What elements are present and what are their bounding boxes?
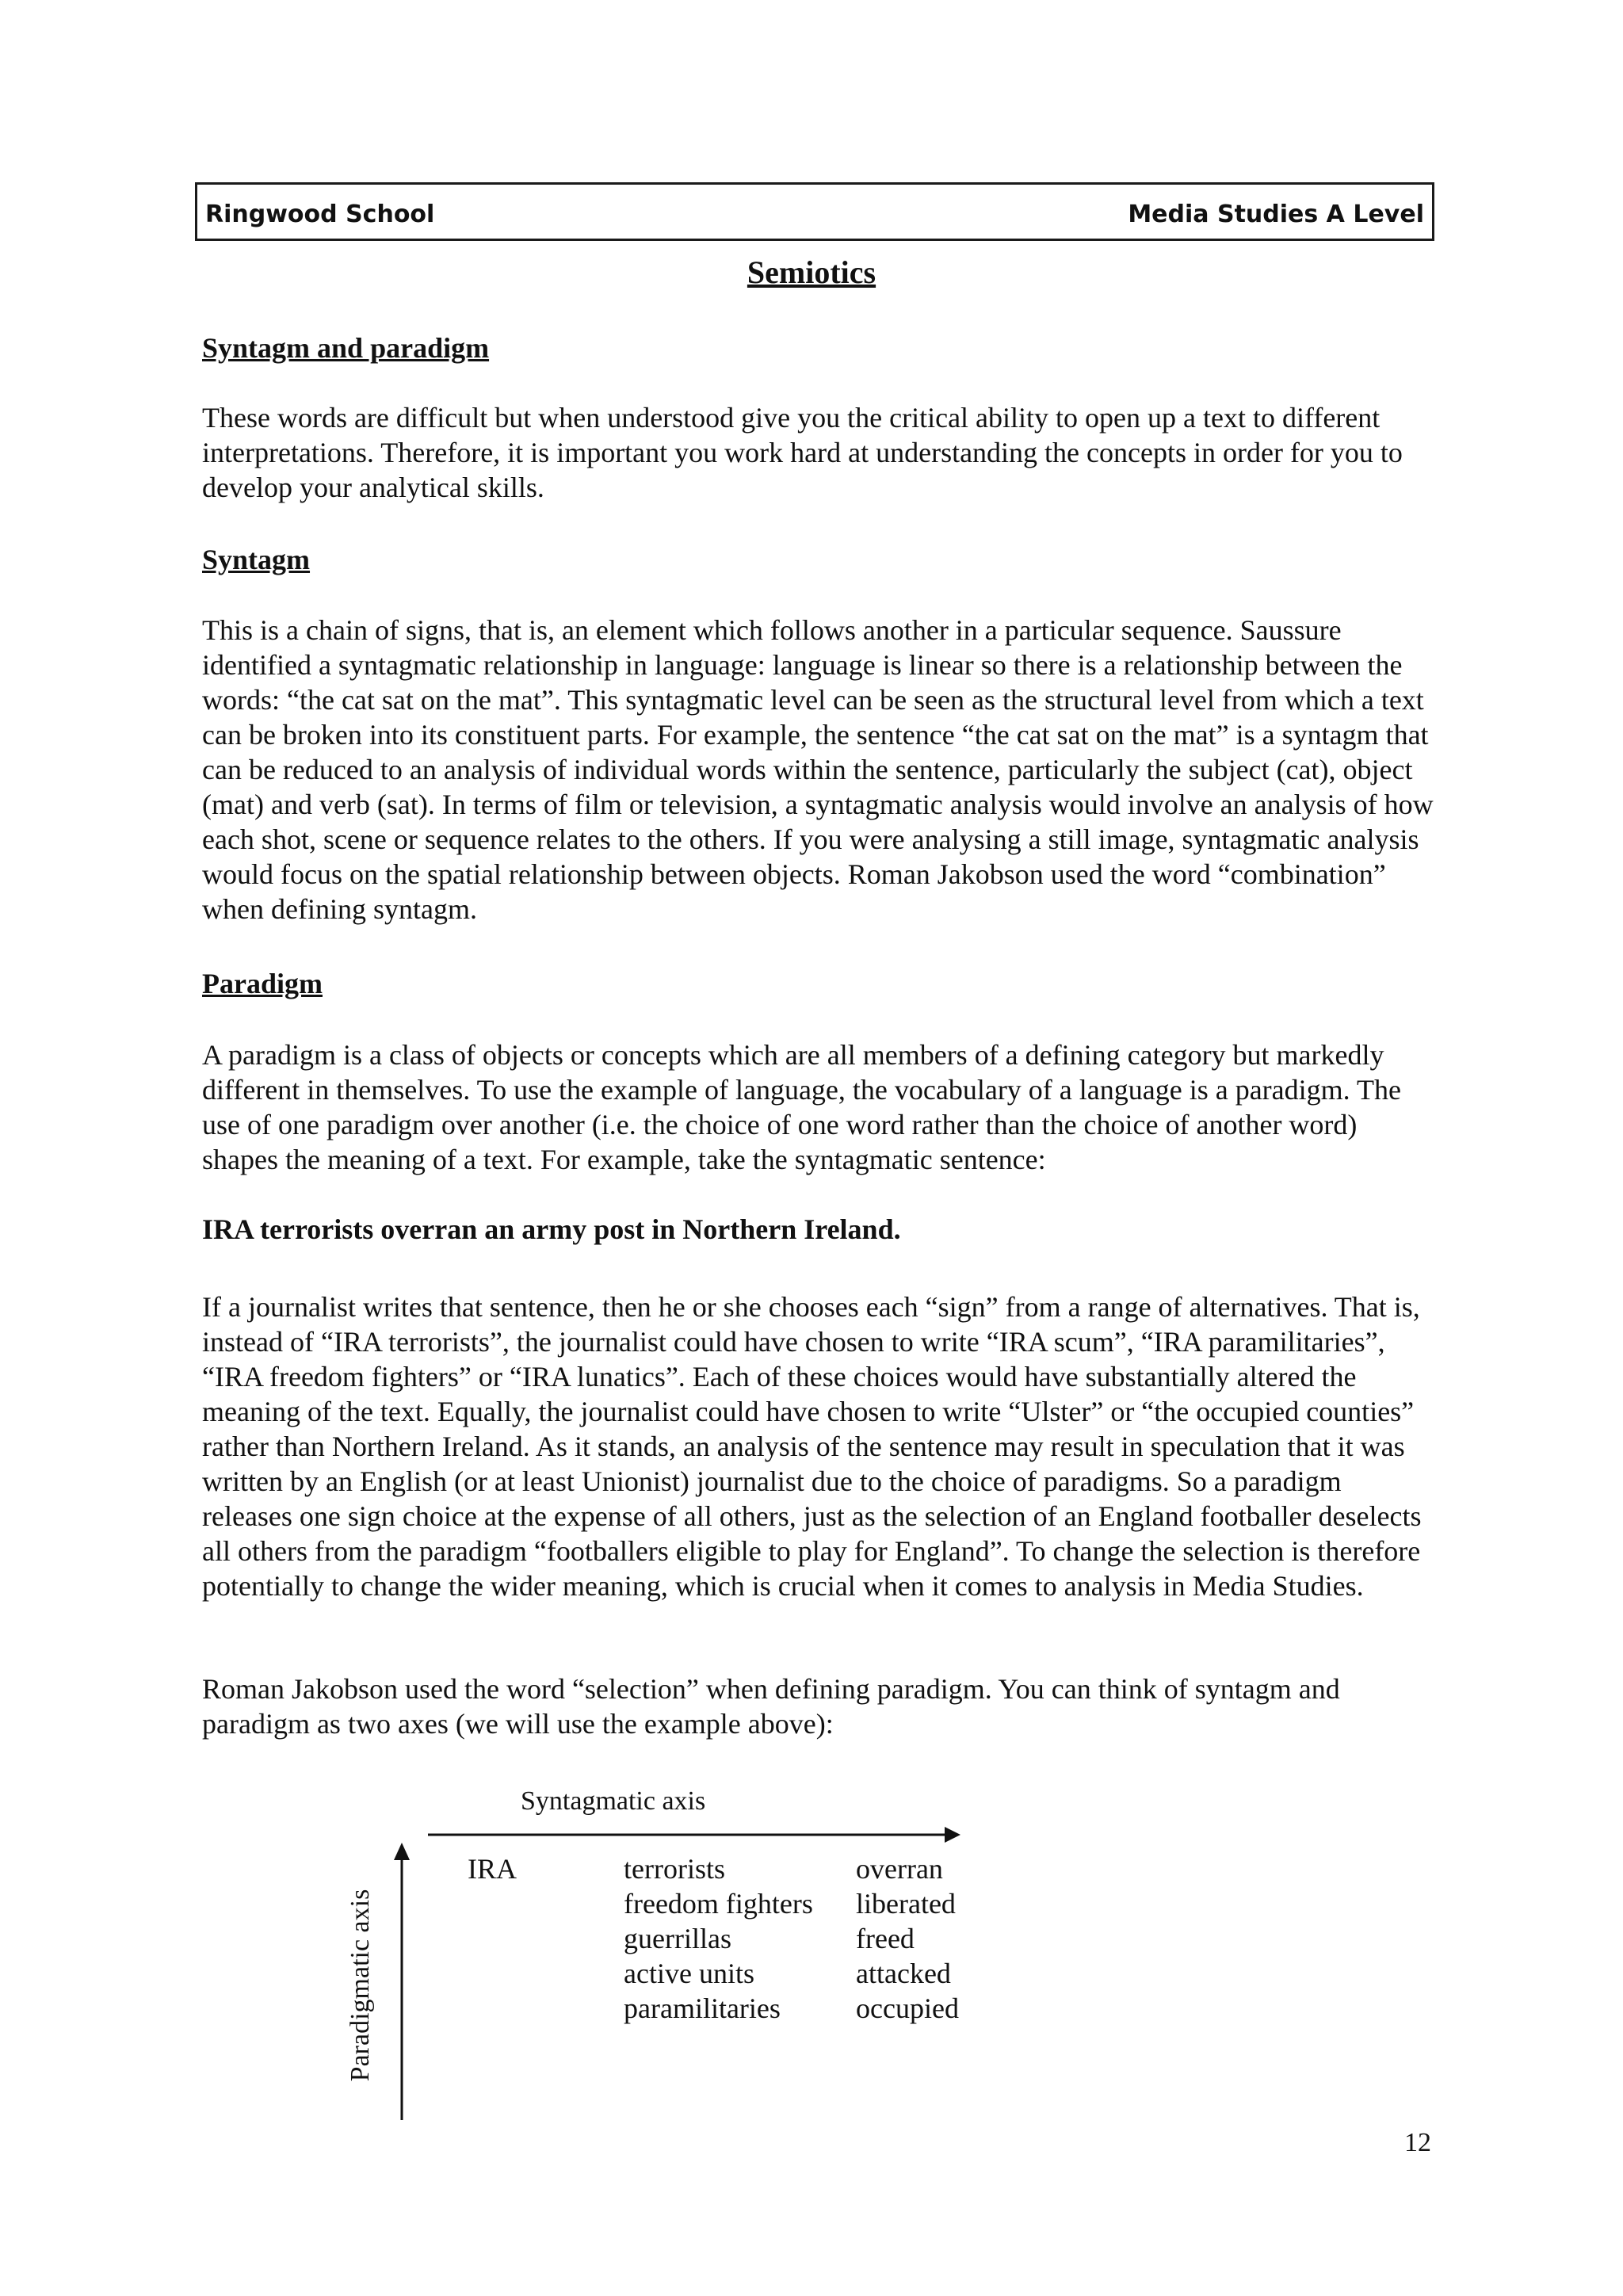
paradigm-paragraph: A paradigm is a class of objects or concepts which are all members of a defining category but markedly different in themselves. To use the example of language, the vocabulary of a language is a paradigm. The use of one paradigm over another (i.e. the choice of one word rather than the choice of another word) shapes the meaning of a text. For example, take the syntagmatic sentence: [202, 1039, 1401, 1175]
diagram-column-subject [468, 1851, 517, 1886]
paradigmatic-axis-label: Paradigmatic axis [346, 1889, 375, 2082]
diagram-word: liberated [856, 1888, 956, 1920]
section-heading-syntagm-and-paradigm: Syntagm and paradigm [202, 332, 490, 364]
diagram-word: freed [856, 1923, 915, 1954]
example-sentence: IRA terrorists overran an army post in Northern Ireland. [202, 1213, 901, 1245]
diagram-word: paramilitaries [624, 1992, 781, 2024]
syntagmatic-axis-label: Syntagmatic axis [521, 1786, 706, 1816]
diagram-word: IRA [468, 1853, 517, 1885]
journalist-paragraph: If a journalist writes that sentence, then he or she chooses each “sign” from a range of alternatives. That is, instead of “IRA terrorists”, the journalist could have chosen to write “IRA scum”, “IRA paramilitaries”, “IRA freedom fighters” or “IRA lunatics”. Each of these choices would have substantially altered the meaning of the text. Equally, the journalist could have chosen to write “Ulster” or “the occupied counties” rather than Northern Ireland. As it stands, an analysis of the sentence may result in speculation that it was written by an English (or at least Unionist) journalist due to the choice of paradigms. So a paradigm releases one sign choice at the expense of all others, just as the selection of an England footballer deselects all others from the paradigm “footballers eligible to play for England”. To change the selection is therefore potentially to change the wider meaning, which is crucial when it comes to analysis in Media Studies. [202, 1291, 1422, 1602]
diagram-word: occupied [856, 1992, 959, 2024]
diagram-word: freedom fighters [624, 1888, 813, 1920]
diagram-word: overran [856, 1853, 943, 1885]
page-title: Semiotics [747, 254, 876, 290]
intro-paragraph: These words are difficult but when understood give you the critical ability to open up a text to different interpretations. Therefore, it is important you work hard at understanding the concepts in order for you to develop your analytical skills. [202, 402, 1403, 503]
school-name: Ringwood School [205, 201, 435, 228]
section-heading-paradigm: Paradigm [202, 968, 323, 999]
course-name: Media Studies A Level [1128, 201, 1424, 228]
paradigmatic-axis-arrowhead [394, 1843, 410, 1860]
diagram-word: guerrillas [624, 1923, 731, 1954]
syntagm-paragraph: This is a chain of signs, that is, an element which follows another in a particular sequence. Saussure identified a syntagmatic relationship in language: language is linear so there is a relationship between the words: “the cat sat on the mat”. This syntagmatic level can be seen as the structural level from which a text can be broken into its constituent parts. For example, the sentence “the cat sat on the mat” is a syntagm that can be reduced to an analysis of individual words within the sentence, particularly the subject (cat), object (mat) and verb (sat). In terms of film or television, a syntagmatic analysis would involve an analysis of how each shot, scene or sequence relates to the others. If you were analysing a still image, syntagmatic analysis would focus on the spatial relationship between objects. Roman Jakobson used the word “combination” when defining syntagm. [202, 614, 1434, 925]
diagram-column-verb-choices [856, 1851, 959, 2026]
diagram-column-noun-choices [624, 1851, 813, 2026]
syntagmatic-axis-arrowhead [945, 1827, 960, 1843]
page-number: 12 [1404, 2128, 1431, 2157]
jakobson-paragraph: Roman Jakobson used the word “selection” when defining paradigm. You can think of syntagm and paradigm as two axes (we will use the example above): [202, 1673, 1340, 1740]
diagram-word: attacked [856, 1958, 951, 1989]
diagram-word: active units [624, 1958, 754, 1989]
section-heading-syntagm: Syntagm [202, 544, 311, 575]
diagram-word: terrorists [624, 1853, 725, 1885]
